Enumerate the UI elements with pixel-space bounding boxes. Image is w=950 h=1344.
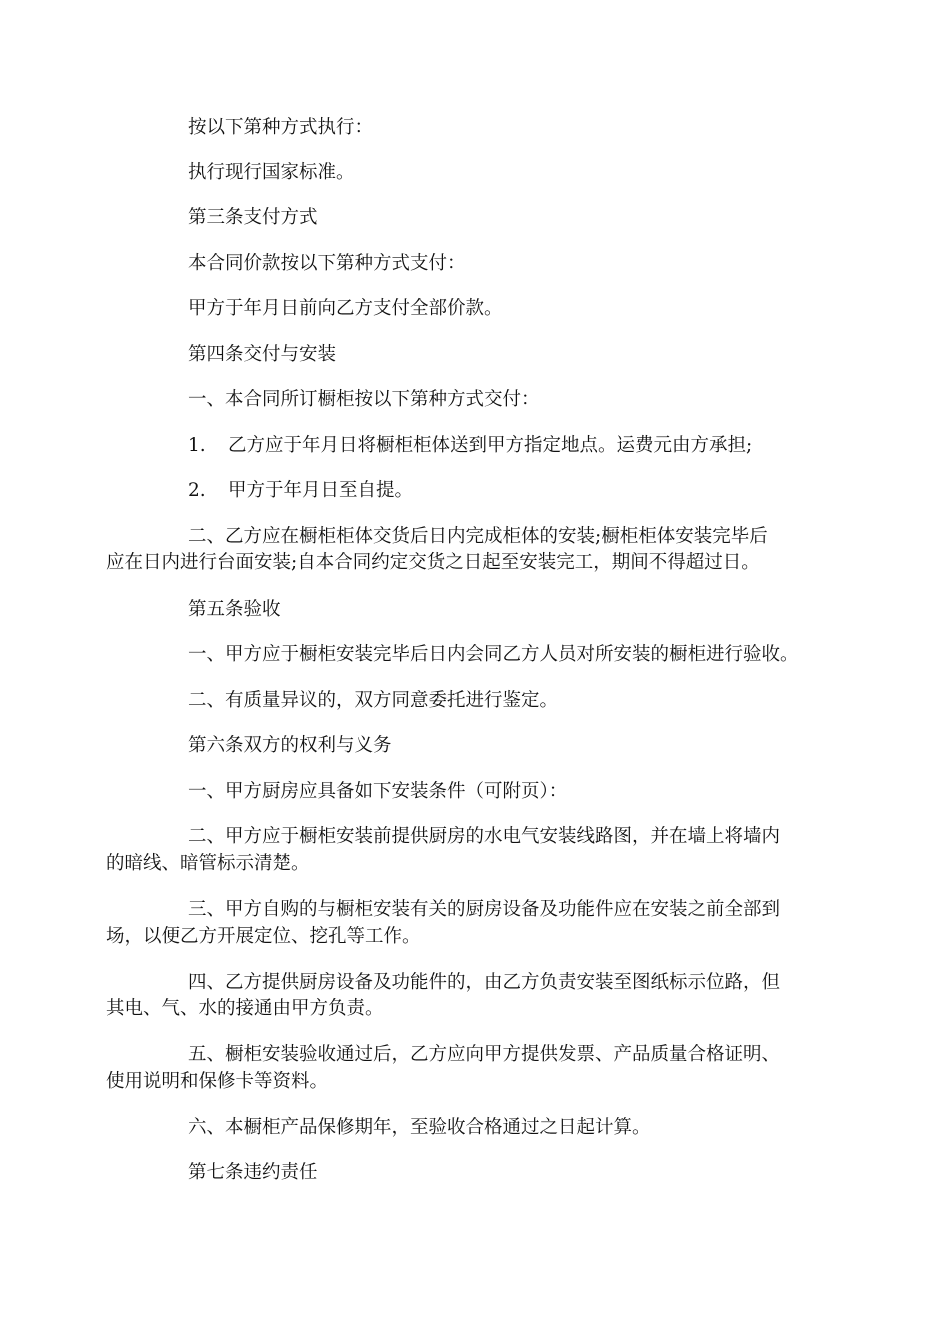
paragraph: 一、甲方应于橱柜安装完毕后日内会同乙方人员对所安装的橱柜进行验收。: [188, 644, 799, 665]
paragraph-continuation: 场，以便乙方开展定位、挖孔等工作。: [106, 926, 421, 947]
paragraph: 一、本合同所订橱柜按以下第种方式交付：: [188, 389, 540, 410]
paragraph: 按以下第种方式执行：: [188, 117, 374, 138]
paragraph: 本合同价款按以下第种方式支付：: [188, 253, 466, 274]
section-heading: 第三条支付方式: [188, 207, 318, 228]
paragraph: 四、乙方提供厨房设备及功能件的，由乙方负责安装至图纸标示位路，但: [188, 972, 781, 993]
paragraph: 一、甲方厨房应具备如下安装条件（可附页）：: [188, 781, 568, 802]
paragraph: 三、甲方自购的与橱柜安装有关的厨房设备及功能件应在安装之前全部到: [188, 899, 781, 920]
paragraph: 六、本橱柜产品保修期年，至验收合格通过之日起计算。: [188, 1117, 651, 1138]
numbered-item: [188, 433, 752, 459]
paragraph-continuation: 应在日内进行台面安装;自本合同约定交货之日起至安装完工，期间不得超过日。: [106, 552, 760, 573]
section-heading: 第五条验收: [188, 599, 281, 620]
paragraph: 五、橱柜安装验收通过后，乙方应向甲方提供发票、产品质量合格证明、: [188, 1044, 781, 1065]
paragraph: 二、乙方应在橱柜柜体交货后日内完成柜体的安装;橱柜柜体安装完毕后: [188, 526, 768, 547]
section-heading: 第七条违约责任: [188, 1162, 318, 1183]
paragraph: 二、甲方应于橱柜安装前提供厨房的水电气安装线路图，并在墙上将墙内: [188, 826, 781, 847]
item-text: 乙方应于年月日将橱柜柜体送到甲方指定地点。运费元由方承担;: [228, 435, 753, 456]
item-text: 甲方于年月日至自提。: [228, 480, 414, 501]
item-number: 1.: [188, 435, 206, 456]
section-heading: 第四条交付与安装: [188, 344, 337, 365]
numbered-item: [188, 478, 413, 504]
section-heading: 第六条双方的权利与义务: [188, 735, 392, 756]
paragraph: 执行现行国家标准。: [188, 162, 355, 183]
item-number: 2.: [188, 480, 206, 501]
paragraph-continuation: 使用说明和保修卡等资料。: [106, 1071, 329, 1092]
paragraph-continuation: 的暗线、暗管标示清楚。: [106, 853, 310, 874]
paragraph: 二、有质量异议的，双方同意委托进行鉴定。: [188, 690, 559, 711]
paragraph-continuation: 其电、气、水的接通由甲方负责。: [106, 998, 384, 1019]
paragraph: 甲方于年月日前向乙方支付全部价款。: [188, 298, 503, 319]
